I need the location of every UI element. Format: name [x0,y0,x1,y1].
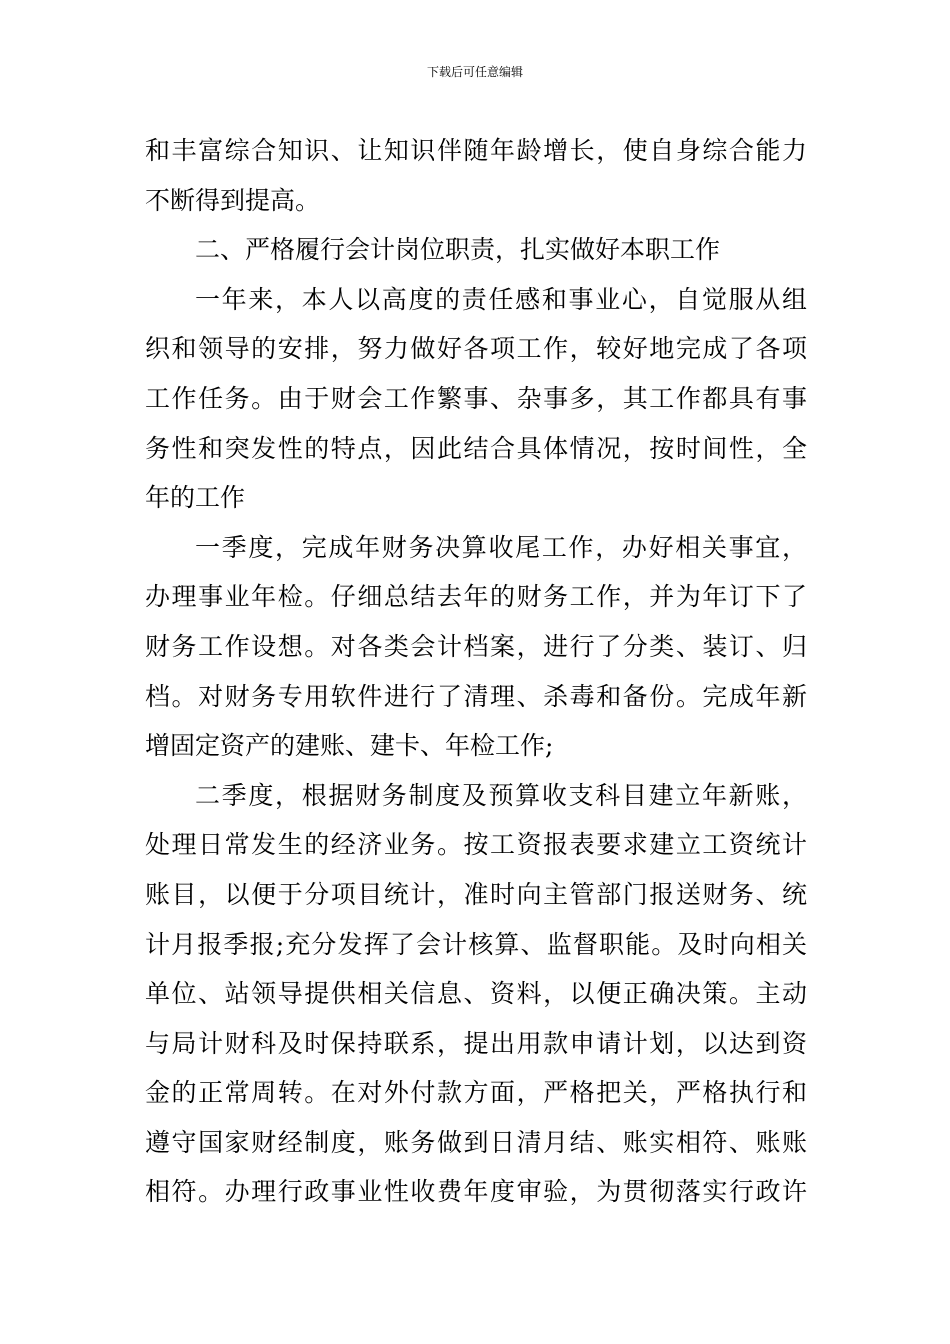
text-line: 单位、站领导提供相关信息、资料，以便正确决策。主动 [145,979,807,1009]
document-body [145,126,807,1217]
text-line: 和丰富综合知识、让知识伴随年龄增长，使自身综合能力 [145,136,807,165]
text-line: 一年来，本人以高度的责任感和事业心，自觉服从组 [195,284,807,314]
text-line: 与局计财科及时保持联系，提出用款申请计划，以达到资 [145,1028,807,1058]
text-line: 一季度，完成年财务决算收尾工作，办好相关事宜， [195,532,807,562]
text-line: 不断得到提高。 [145,185,321,215]
text-line: 金的正常周转。在对外付款方面，严格把关，严格执行和 [145,1078,807,1108]
text-line: 财务工作设想。对各类会计档案，进行了分类、装订、归 [145,631,807,661]
text-line: 工作任务。由于财会工作繁事、杂事多，其工作都具有事 [145,383,807,413]
text-line: 计月报季报;充分发挥了会计核算、监督职能。及时向相关 [145,929,807,959]
text-line: 年的工作 [145,483,246,513]
text-line: 务性和突发性的特点，因此结合具体情况，按时间性，全 [145,433,807,463]
text-line: 织和领导的安排，努力做好各项工作，较好地完成了各项 [145,334,807,364]
section-heading: 二、严格履行会计岗位职责，扎实做好本职工作 [195,235,721,265]
text-line: 办理事业年检。仔细总结去年的财务工作，并为年订下了 [145,582,807,612]
text-line: 遵守国家财经制度，账务做到日清月结、账实相符、账账 [145,1127,807,1157]
text-line: 账目，以便于分项目统计，准时向主管部门报送财务、统 [145,879,807,909]
text-line: 档。对财务专用软件进行了清理、杀毒和备份。完成年新 [145,681,807,711]
text-line: 相符。办理行政事业性收费年度审验，为贯彻落实行政许 [145,1177,807,1207]
page-header: 下载后可任意编辑 [426,65,523,79]
text-line: 二季度，根据财务制度及预算收支科目建立年新账， [195,780,807,810]
text-line: 处理日常发生的经济业务。按工资报表要求建立工资统计 [145,830,807,860]
text-line: 增固定资产的建账、建卡、年检工作; [145,731,554,761]
